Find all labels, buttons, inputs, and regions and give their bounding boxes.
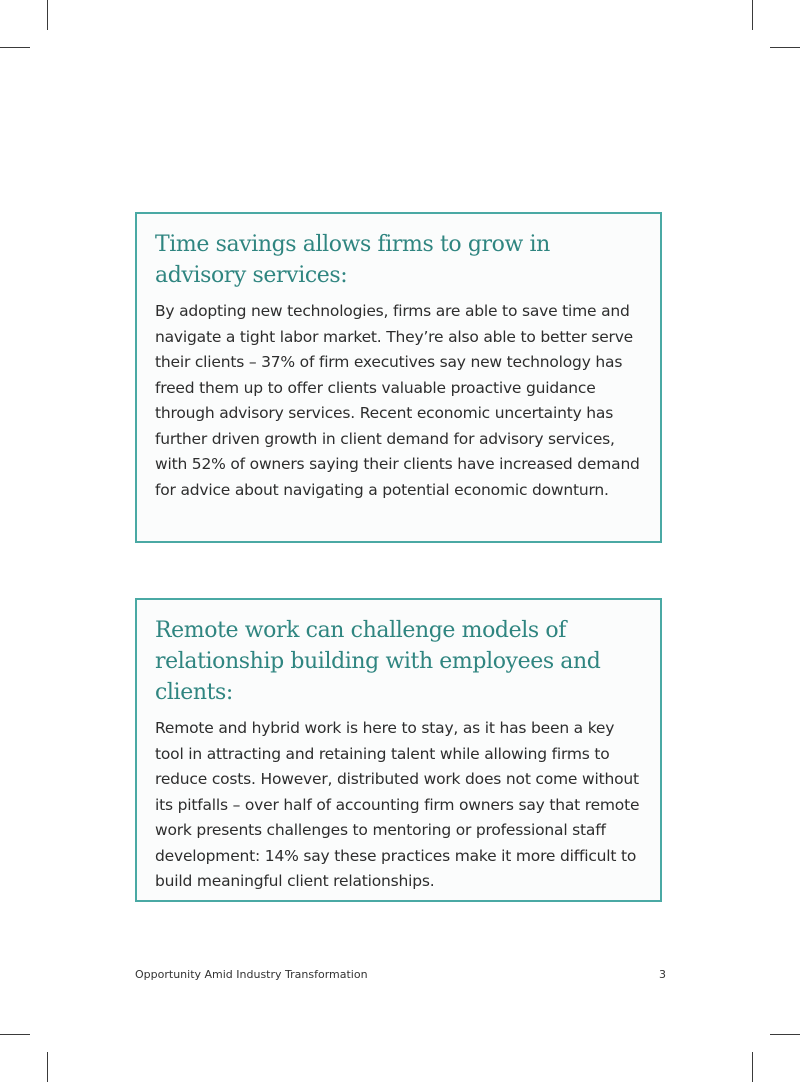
callout-box-remote-work bbox=[135, 598, 662, 902]
crop-mark-top-right-vertical bbox=[752, 0, 753, 30]
callout-body: Remote and hybrid work is here to stay, as it has been a key tool in attracting and retaining talent while allowing firms to reduce costs. However, distributed work does not come without its pitfalls – over half of accounting firm owners say that remote work presents challenges to mentoring or professional staff development: 14% say these practices make it more difficult to build meaningful client relationships. bbox=[155, 719, 640, 890]
crop-mark-bottom-right-vertical bbox=[752, 1052, 753, 1082]
crop-mark-bottom-left-vertical bbox=[47, 1052, 48, 1082]
crop-mark-top-left-horizontal bbox=[0, 47, 30, 48]
callout-title: Remote work can challenge models of relationship building with employees and clients: bbox=[155, 618, 601, 705]
callout-title: Time savings allows firms to grow in advisory services: bbox=[155, 232, 550, 288]
crop-mark-top-right-horizontal bbox=[770, 47, 800, 48]
callout-box-time-savings bbox=[135, 212, 662, 543]
page-footer bbox=[135, 968, 666, 981]
crop-mark-bottom-left-horizontal bbox=[0, 1034, 30, 1035]
page-number: 3 bbox=[659, 968, 666, 981]
footer-document-title: Opportunity Amid Industry Transformation bbox=[135, 968, 368, 981]
crop-mark-top-left-vertical bbox=[47, 0, 48, 30]
callout-body: By adopting new technologies, firms are able to save time and navigate a tight labor market. They’re also able to better serve their clients – 37% of firm executives say new technology has freed them up to offer clients valuable proactive guidance through advisory services. Recent economic uncertainty has further driven growth in client demand for advisory services, with 52% of owners saying their clients have increased demand for advice about navigating a potential economic downturn. bbox=[155, 302, 640, 499]
crop-mark-bottom-right-horizontal bbox=[770, 1034, 800, 1035]
